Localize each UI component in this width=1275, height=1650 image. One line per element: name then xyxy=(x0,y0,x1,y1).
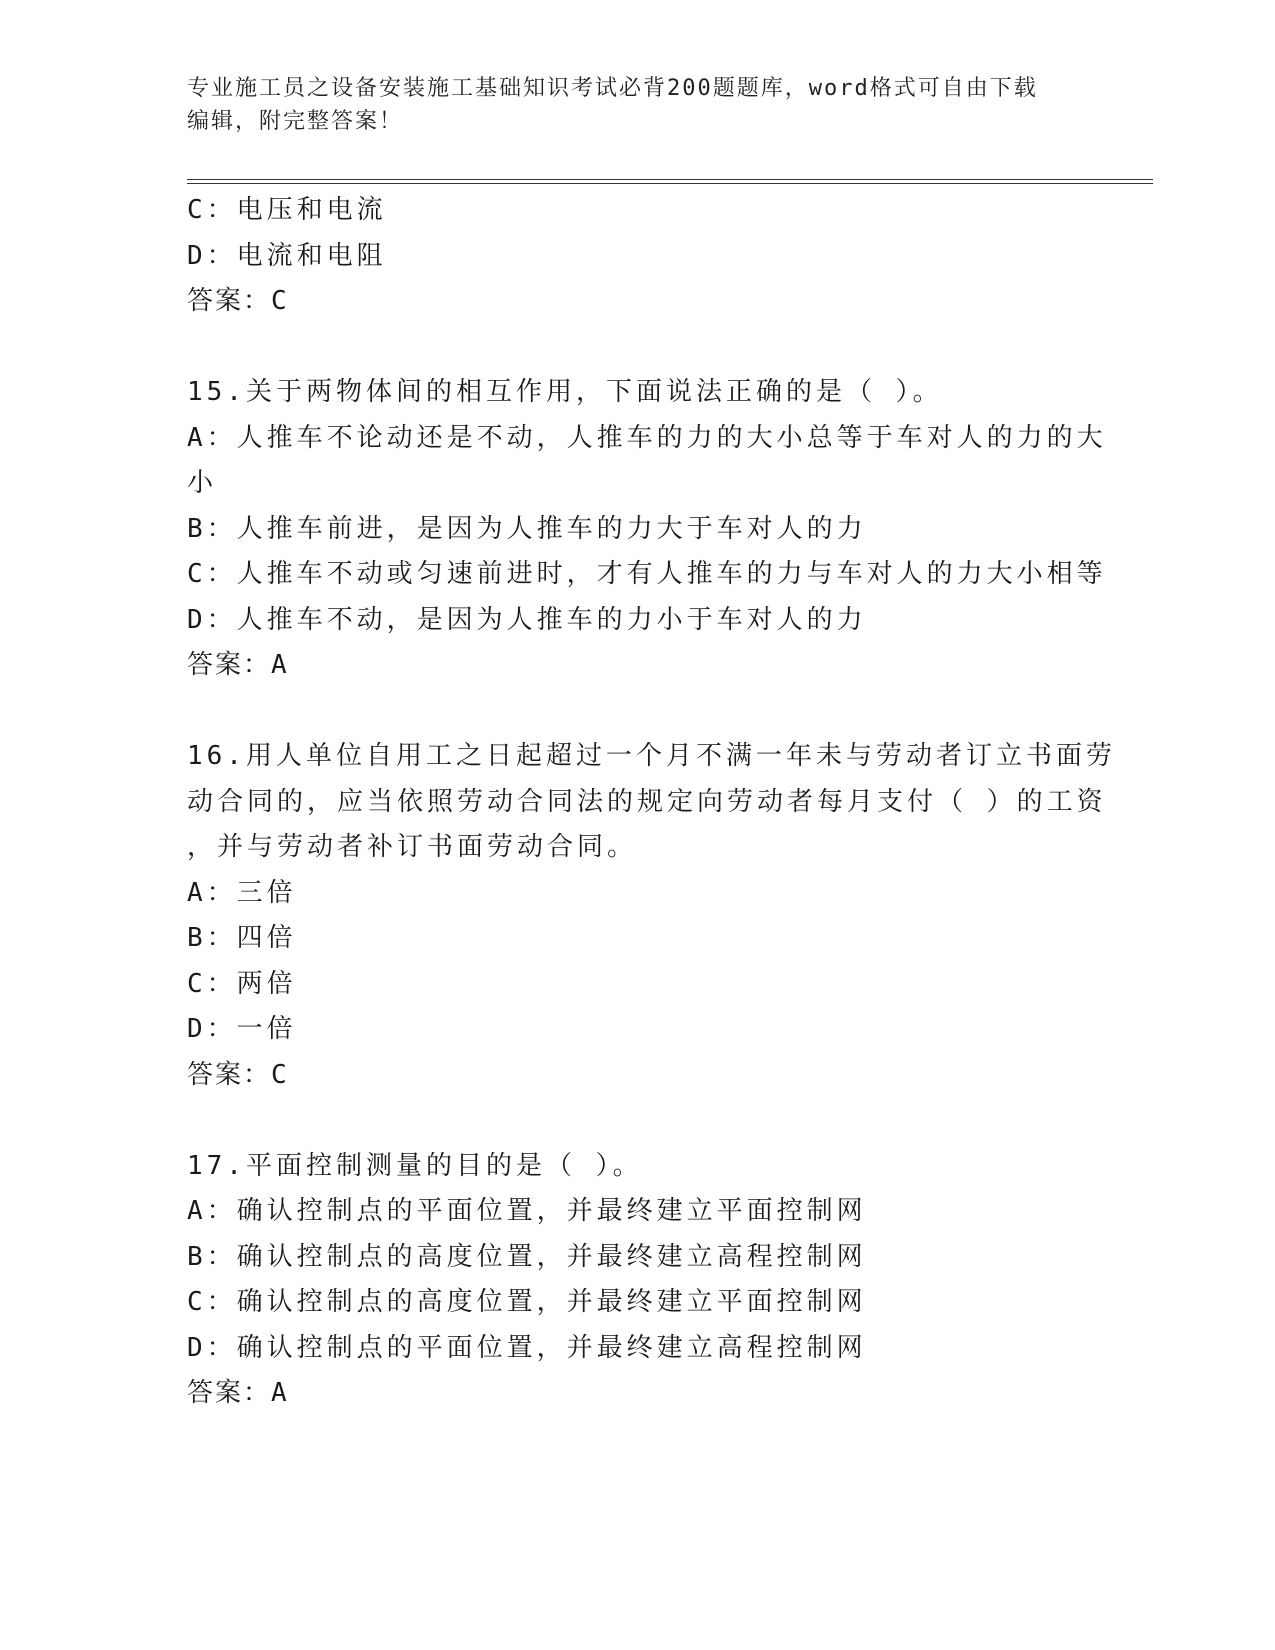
spacer xyxy=(187,325,1087,371)
answer: 答案：C xyxy=(187,286,289,316)
option-b: B：确认控制点的高度位置，并最终建立高程控制网 xyxy=(187,1241,867,1272)
question-stem-line-2: 动合同的，应当依照劳动合同法的规定向劳动者每月支付（ ）的工资 xyxy=(187,786,1107,817)
header-divider-top xyxy=(187,179,1153,180)
option-d: D：一倍 xyxy=(187,1014,297,1044)
option-c: C：两倍 xyxy=(187,968,297,999)
header-line-1: 专业施工员之设备安装施工基础知识考试必背200题题库，word格式可自由下载 xyxy=(187,76,1038,101)
question-17 xyxy=(187,1144,1087,1417)
question-stem: 15.关于两物体间的相互作用，下面说法正确的是（ ）。 xyxy=(187,377,943,407)
option-a: A：人推车不论动还是不动，人推车的力的大小总等于车对人的力的大 xyxy=(187,422,1107,453)
question-14-partial xyxy=(187,188,1087,325)
question-stem: 17.平面控制测量的目的是（ ）。 xyxy=(187,1150,643,1181)
question-content xyxy=(187,188,1116,1417)
question-16 xyxy=(187,734,1116,1098)
option-a-continued: 小 xyxy=(187,468,218,498)
option-b: B：人推车前进，是因为人推车的力大于车对人的力 xyxy=(187,513,867,544)
answer: 答案：A xyxy=(187,650,289,680)
question-stem-line-3: ，并与劳动者补订书面劳动合同。 xyxy=(187,832,638,862)
header-line-2: 编辑，附完整答案！ xyxy=(187,109,404,134)
option-b: B：四倍 xyxy=(187,923,297,953)
option-d: D：确认控制点的平面位置，并最终建立高程控制网 xyxy=(187,1332,867,1363)
page-header xyxy=(187,72,1087,138)
spacer xyxy=(187,1098,1087,1144)
question-stem-line-1: 16.用人单位自用工之日起超过一个月不满一年未与劳动者订立书面劳 xyxy=(187,741,1116,771)
option-c: C：电压和电流 xyxy=(187,195,387,225)
option-d: D：人推车不动，是因为人推车的力小于车对人的力 xyxy=(187,604,867,635)
option-d: D：电流和电阻 xyxy=(187,240,387,271)
option-c: C：人推车不动或匀速前进时，才有人推车的力与车对人的力大小相等 xyxy=(187,559,1107,589)
option-a: A：三倍 xyxy=(187,877,297,908)
question-15 xyxy=(187,370,1107,689)
spacer xyxy=(187,689,1087,735)
header-divider-bottom xyxy=(187,183,1153,184)
answer: 答案：C xyxy=(187,1059,289,1090)
answer: 答案：A xyxy=(187,1378,289,1408)
option-c: C：确认控制点的高度位置，并最终建立平面控制网 xyxy=(187,1287,867,1317)
option-a: A：确认控制点的平面位置，并最终建立平面控制网 xyxy=(187,1196,867,1226)
